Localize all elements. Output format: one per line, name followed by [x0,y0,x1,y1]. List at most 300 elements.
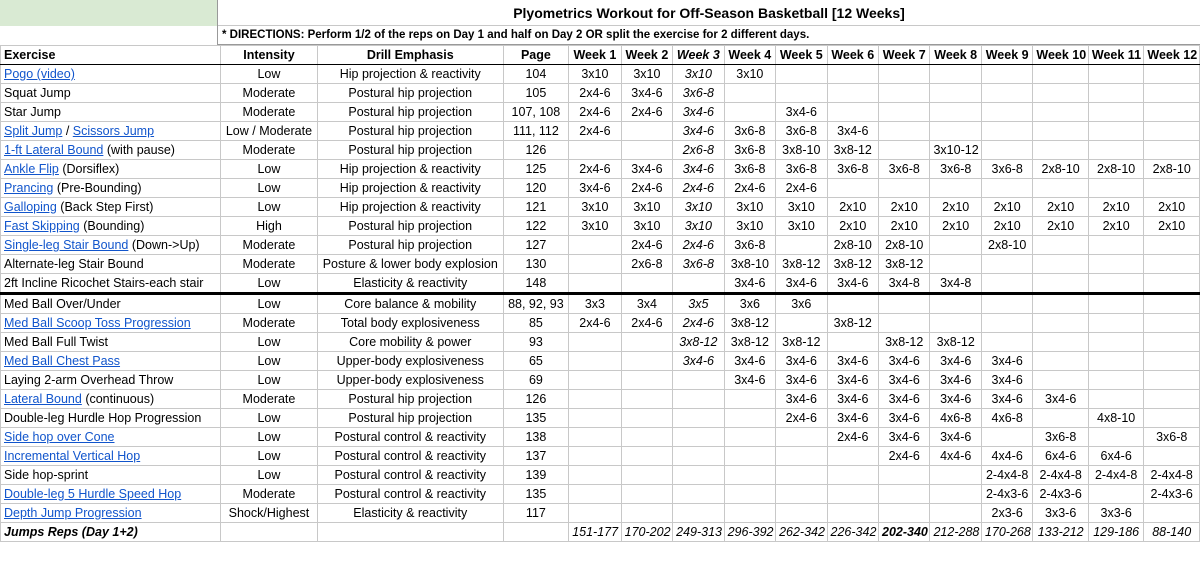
total-week-4-cell[interactable]: 296-392 [724,523,775,542]
week-6-cell[interactable]: 2x10 [827,198,878,217]
exercise-link[interactable]: Med Ball Scoop Toss Progression [4,316,191,330]
week-1-cell[interactable] [569,371,621,390]
week-7-cell[interactable] [879,314,930,333]
drill-emphasis-cell[interactable]: Elasticity & reactivity [317,274,503,294]
week-10-cell[interactable] [1033,274,1089,294]
column-header-exercise[interactable]: Exercise [1,46,221,65]
week-12-cell[interactable] [1144,255,1200,274]
week-2-cell[interactable] [621,485,672,504]
drill-emphasis-cell[interactable]: Postural control & reactivity [317,447,503,466]
week-11-cell[interactable]: 2x10 [1088,217,1144,236]
week-10-cell[interactable] [1033,122,1089,141]
week-10-cell[interactable]: 3x6-8 [1033,428,1089,447]
intensity-cell[interactable]: Low [221,409,318,428]
week-7-cell[interactable]: 3x4-6 [879,428,930,447]
week-5-cell[interactable]: 3x6-8 [776,122,827,141]
week-7-cell[interactable] [879,103,930,122]
week-9-cell[interactable]: 2-4x3-6 [981,485,1032,504]
week-5-cell[interactable]: 3x10 [776,217,827,236]
week-1-cell[interactable] [569,352,621,371]
intensity-cell[interactable]: Low [221,371,318,390]
week-5-cell[interactable]: 3x6-8 [776,160,827,179]
week-2-cell[interactable]: 3x4-6 [621,84,672,103]
week-12-cell[interactable] [1144,371,1200,390]
week-6-cell[interactable]: 2x10 [827,217,878,236]
week-5-cell[interactable] [776,65,827,84]
week-8-cell[interactable] [930,485,981,504]
week-12-cell[interactable] [1144,390,1200,409]
week-3-cell[interactable] [673,447,724,466]
week-5-cell[interactable] [776,485,827,504]
empty-cell[interactable] [317,523,503,542]
week-11-cell[interactable] [1088,352,1144,371]
intensity-cell[interactable]: Moderate [221,103,318,122]
drill-emphasis-cell[interactable]: Postural hip projection [317,141,503,160]
week-3-cell[interactable]: 2x4-6 [673,236,724,255]
week-8-cell[interactable]: 3x4-6 [930,352,981,371]
week-1-cell[interactable] [569,141,621,160]
page-cell[interactable]: 104 [503,65,569,84]
week-10-cell[interactable] [1033,65,1089,84]
week-2-cell[interactable] [621,352,672,371]
totals-label[interactable]: Jumps Reps (Day 1+2) [1,523,221,542]
exercise-link[interactable]: Split Jump [4,124,63,138]
week-5-cell[interactable]: 3x10 [776,198,827,217]
week-11-cell[interactable] [1088,236,1144,255]
page-cell[interactable]: 120 [503,179,569,198]
intensity-cell[interactable]: Low [221,428,318,447]
exercise-cell[interactable] [1,428,221,447]
week-12-cell[interactable]: 3x6-8 [1144,428,1200,447]
column-header-week-11[interactable]: Week 11 [1088,46,1144,65]
week-4-cell[interactable] [724,103,775,122]
drill-emphasis-cell[interactable]: Elasticity & reactivity [317,504,503,523]
total-week-8-cell[interactable]: 212-288 [930,523,981,542]
exercise-cell[interactable] [1,352,221,371]
week-11-cell[interactable]: 3x3-6 [1088,504,1144,523]
page-cell[interactable]: 127 [503,236,569,255]
week-10-cell[interactable]: 2x8-10 [1033,160,1089,179]
week-11-cell[interactable] [1088,428,1144,447]
week-8-cell[interactable] [930,294,981,314]
total-week-3-cell[interactable]: 249-313 [673,523,724,542]
week-2-cell[interactable] [621,333,672,352]
week-11-cell[interactable] [1088,294,1144,314]
week-4-cell[interactable]: 3x8-12 [724,333,775,352]
drill-emphasis-cell[interactable]: Posture & lower body explosion [317,255,503,274]
week-4-cell[interactable] [724,485,775,504]
week-4-cell[interactable] [724,428,775,447]
week-10-cell[interactable] [1033,371,1089,390]
exercise-link[interactable]: Ankle Flip [4,162,59,176]
week-12-cell[interactable] [1144,352,1200,371]
week-8-cell[interactable]: 3x10-12 [930,141,981,160]
week-2-cell[interactable] [621,122,672,141]
week-4-cell[interactable]: 3x6 [724,294,775,314]
exercise-cell[interactable] [1,217,221,236]
week-7-cell[interactable] [879,485,930,504]
week-12-cell[interactable] [1144,236,1200,255]
week-11-cell[interactable] [1088,390,1144,409]
page-cell[interactable]: 130 [503,255,569,274]
week-2-cell[interactable]: 3x4-6 [621,160,672,179]
exercise-cell[interactable] [1,198,221,217]
week-6-cell[interactable] [827,65,878,84]
intensity-cell[interactable]: Moderate [221,390,318,409]
week-11-cell[interactable] [1088,141,1144,160]
empty-cell[interactable] [503,523,569,542]
exercise-link[interactable]: Lateral Bound [4,392,82,406]
week-6-cell[interactable] [827,504,878,523]
week-7-cell[interactable] [879,84,930,103]
week-7-cell[interactable] [879,179,930,198]
week-4-cell[interactable] [724,447,775,466]
page-cell[interactable]: 139 [503,466,569,485]
week-4-cell[interactable]: 3x6-8 [724,141,775,160]
week-4-cell[interactable]: 3x6-8 [724,160,775,179]
week-7-cell[interactable] [879,122,930,141]
column-header-week-5[interactable]: Week 5 [776,46,827,65]
week-7-cell[interactable]: 3x8-12 [879,333,930,352]
week-2-cell[interactable] [621,274,672,294]
week-6-cell[interactable]: 3x8-12 [827,255,878,274]
week-6-cell[interactable]: 2x8-10 [827,236,878,255]
page-cell[interactable]: 88, 92, 93 [503,294,569,314]
week-5-cell[interactable]: 3x8-12 [776,333,827,352]
week-9-cell[interactable]: 3x6-8 [981,160,1032,179]
week-5-cell[interactable]: 2x4-6 [776,179,827,198]
week-11-cell[interactable] [1088,103,1144,122]
drill-emphasis-cell[interactable]: Total body explosiveness [317,314,503,333]
week-9-cell[interactable]: 4x4-6 [981,447,1032,466]
week-1-cell[interactable] [569,409,621,428]
intensity-cell[interactable]: Moderate [221,141,318,160]
week-9-cell[interactable]: 2x8-10 [981,236,1032,255]
week-5-cell[interactable] [776,428,827,447]
week-1-cell[interactable]: 2x4-6 [569,122,621,141]
week-9-cell[interactable]: 3x4-6 [981,352,1032,371]
page-cell[interactable]: 111, 112 [503,122,569,141]
week-1-cell[interactable] [569,504,621,523]
week-9-cell[interactable]: 2x3-6 [981,504,1032,523]
exercise-link[interactable]: Galloping [4,200,57,214]
week-4-cell[interactable] [724,466,775,485]
page-cell[interactable]: 138 [503,428,569,447]
week-1-cell[interactable]: 2x4-6 [569,160,621,179]
week-10-cell[interactable] [1033,84,1089,103]
week-9-cell[interactable]: 2x10 [981,198,1032,217]
week-3-cell[interactable]: 3x4-6 [673,160,724,179]
week-10-cell[interactable]: 2-4x3-6 [1033,485,1089,504]
week-3-cell[interactable]: 3x4-6 [673,352,724,371]
week-12-cell[interactable] [1144,447,1200,466]
total-week-6-cell[interactable]: 226-342 [827,523,878,542]
exercise-cell[interactable] [1,466,221,485]
week-6-cell[interactable] [827,84,878,103]
drill-emphasis-cell[interactable]: Postural control & reactivity [317,485,503,504]
week-2-cell[interactable]: 2x4-6 [621,103,672,122]
week-11-cell[interactable] [1088,84,1144,103]
week-5-cell[interactable] [776,447,827,466]
week-1-cell[interactable] [569,236,621,255]
week-8-cell[interactable] [930,84,981,103]
exercise-cell[interactable] [1,333,221,352]
week-10-cell[interactable] [1033,314,1089,333]
week-5-cell[interactable]: 3x4-6 [776,274,827,294]
week-2-cell[interactable] [621,390,672,409]
week-10-cell[interactable]: 2x10 [1033,217,1089,236]
week-4-cell[interactable]: 3x8-12 [724,314,775,333]
week-3-cell[interactable] [673,466,724,485]
page-cell[interactable]: 125 [503,160,569,179]
week-6-cell[interactable] [827,179,878,198]
week-4-cell[interactable]: 3x6-8 [724,122,775,141]
week-5-cell[interactable]: 3x4-6 [776,103,827,122]
week-10-cell[interactable] [1033,103,1089,122]
week-12-cell[interactable]: 2-4x4-8 [1144,466,1200,485]
week-3-cell[interactable] [673,485,724,504]
week-4-cell[interactable] [724,504,775,523]
week-12-cell[interactable] [1144,141,1200,160]
week-8-cell[interactable]: 3x4-6 [930,428,981,447]
intensity-cell[interactable]: Low [221,274,318,294]
week-1-cell[interactable]: 2x4-6 [569,103,621,122]
week-8-cell[interactable]: 2x10 [930,198,981,217]
exercise-cell[interactable] [1,84,221,103]
exercise-cell[interactable] [1,141,221,160]
week-12-cell[interactable] [1144,65,1200,84]
week-6-cell[interactable]: 3x4-6 [827,274,878,294]
column-header-week-9[interactable]: Week 9 [981,46,1032,65]
drill-emphasis-cell[interactable]: Postural hip projection [317,122,503,141]
drill-emphasis-cell[interactable]: Postural hip projection [317,236,503,255]
exercise-cell[interactable] [1,409,221,428]
week-1-cell[interactable]: 3x10 [569,198,621,217]
page-cell[interactable]: 148 [503,274,569,294]
exercise-cell[interactable] [1,65,221,84]
total-week-11-cell[interactable]: 129-186 [1088,523,1144,542]
week-8-cell[interactable] [930,179,981,198]
week-11-cell[interactable] [1088,371,1144,390]
week-6-cell[interactable] [827,294,878,314]
intensity-cell[interactable]: Moderate [221,314,318,333]
week-1-cell[interactable] [569,447,621,466]
drill-emphasis-cell[interactable]: Postural hip projection [317,103,503,122]
week-5-cell[interactable] [776,314,827,333]
week-8-cell[interactable]: 2x10 [930,217,981,236]
week-12-cell[interactable] [1144,122,1200,141]
week-5-cell[interactable]: 3x6 [776,294,827,314]
week-10-cell[interactable] [1033,294,1089,314]
drill-emphasis-cell[interactable]: Upper-body explosiveness [317,371,503,390]
week-1-cell[interactable] [569,428,621,447]
week-3-cell[interactable]: 3x6-8 [673,84,724,103]
week-11-cell[interactable] [1088,274,1144,294]
week-2-cell[interactable]: 2x4-6 [621,179,672,198]
week-7-cell[interactable]: 3x6-8 [879,160,930,179]
week-1-cell[interactable] [569,255,621,274]
week-3-cell[interactable] [673,428,724,447]
week-11-cell[interactable]: 2-4x4-8 [1088,466,1144,485]
week-2-cell[interactable]: 2x6-8 [621,255,672,274]
directions-text[interactable]: * DIRECTIONS: Perform 1/2 of the reps on Day 1 and half on Day 2 OR split the exercise for 2 different days. [218,26,1200,45]
week-6-cell[interactable] [827,485,878,504]
week-4-cell[interactable] [724,409,775,428]
week-8-cell[interactable]: 3x4-6 [930,390,981,409]
exercise-cell[interactable] [1,255,221,274]
week-6-cell[interactable] [827,466,878,485]
total-week-2-cell[interactable]: 170-202 [621,523,672,542]
week-3-cell[interactable] [673,504,724,523]
week-1-cell[interactable] [569,333,621,352]
sheet-title[interactable]: Plyometrics Workout for Off-Season Basketball [12 Weeks] [218,0,1200,26]
intensity-cell[interactable]: High [221,217,318,236]
week-11-cell[interactable] [1088,65,1144,84]
week-8-cell[interactable] [930,103,981,122]
exercise-link[interactable]: Fast Skipping [4,219,80,233]
intensity-cell[interactable]: Low [221,447,318,466]
drill-emphasis-cell[interactable]: Upper-body explosiveness [317,352,503,371]
page-cell[interactable]: 122 [503,217,569,236]
week-5-cell[interactable]: 3x4-6 [776,352,827,371]
week-9-cell[interactable] [981,141,1032,160]
week-2-cell[interactable] [621,466,672,485]
drill-emphasis-cell[interactable]: Hip projection & reactivity [317,198,503,217]
exercise-cell[interactable] [1,122,221,141]
week-9-cell[interactable] [981,333,1032,352]
week-3-cell[interactable]: 2x4-6 [673,314,724,333]
intensity-cell[interactable]: Low [221,333,318,352]
exercise-cell[interactable] [1,160,221,179]
week-8-cell[interactable] [930,466,981,485]
week-7-cell[interactable]: 3x4-6 [879,390,930,409]
drill-emphasis-cell[interactable]: Hip projection & reactivity [317,65,503,84]
week-4-cell[interactable] [724,390,775,409]
page-cell[interactable]: 135 [503,409,569,428]
exercise-cell[interactable] [1,314,221,333]
week-8-cell[interactable] [930,255,981,274]
column-header-week-3[interactable]: Week 3 [673,46,724,65]
week-8-cell[interactable] [930,314,981,333]
week-10-cell[interactable]: 3x4-6 [1033,390,1089,409]
total-week-12-cell[interactable]: 88-140 [1144,523,1200,542]
week-5-cell[interactable]: 3x8-12 [776,255,827,274]
week-3-cell[interactable] [673,274,724,294]
week-2-cell[interactable] [621,371,672,390]
week-4-cell[interactable]: 2x4-6 [724,179,775,198]
week-7-cell[interactable] [879,466,930,485]
week-12-cell[interactable]: 2x10 [1144,198,1200,217]
week-5-cell[interactable] [776,84,827,103]
week-11-cell[interactable]: 6x4-6 [1088,447,1144,466]
column-header-week-6[interactable]: Week 6 [827,46,878,65]
week-1-cell[interactable] [569,466,621,485]
week-3-cell[interactable]: 3x8-12 [673,333,724,352]
week-11-cell[interactable] [1088,255,1144,274]
total-week-9-cell[interactable]: 170-268 [981,523,1032,542]
intensity-cell[interactable]: Shock/Highest [221,504,318,523]
total-week-1-cell[interactable]: 151-177 [569,523,621,542]
exercise-link[interactable]: Med Ball Chest Pass [4,354,121,368]
week-10-cell[interactable] [1033,352,1089,371]
intensity-cell[interactable]: Low [221,160,318,179]
week-3-cell[interactable]: 3x10 [673,198,724,217]
page-cell[interactable]: 85 [503,314,569,333]
week-11-cell[interactable] [1088,122,1144,141]
week-9-cell[interactable] [981,179,1032,198]
week-12-cell[interactable]: 2-4x3-6 [1144,485,1200,504]
week-12-cell[interactable] [1144,179,1200,198]
week-7-cell[interactable]: 3x4-6 [879,352,930,371]
week-4-cell[interactable]: 3x4-6 [724,274,775,294]
week-1-cell[interactable]: 2x4-6 [569,84,621,103]
drill-emphasis-cell[interactable]: Postural hip projection [317,217,503,236]
drill-emphasis-cell[interactable]: Core balance & mobility [317,294,503,314]
week-7-cell[interactable]: 3x4-6 [879,371,930,390]
week-6-cell[interactable]: 3x4-6 [827,352,878,371]
week-1-cell[interactable] [569,485,621,504]
intensity-cell[interactable]: Low [221,466,318,485]
week-5-cell[interactable]: 3x8-10 [776,141,827,160]
drill-emphasis-cell[interactable]: Hip projection & reactivity [317,160,503,179]
week-1-cell[interactable]: 3x3 [569,294,621,314]
drill-emphasis-cell[interactable]: Postural hip projection [317,409,503,428]
week-4-cell[interactable]: 3x4-6 [724,371,775,390]
week-2-cell[interactable]: 2x4-6 [621,314,672,333]
week-12-cell[interactable] [1144,103,1200,122]
page-cell[interactable]: 117 [503,504,569,523]
week-5-cell[interactable]: 2x4-6 [776,409,827,428]
week-10-cell[interactable]: 2x10 [1033,198,1089,217]
exercise-cell[interactable] [1,504,221,523]
week-9-cell[interactable]: 3x4-6 [981,390,1032,409]
week-11-cell[interactable] [1088,485,1144,504]
exercise-link[interactable]: Single-leg Stair Bound [4,238,129,252]
week-6-cell[interactable]: 3x6-8 [827,160,878,179]
exercise-cell[interactable] [1,103,221,122]
intensity-cell[interactable]: Low [221,352,318,371]
page-cell[interactable]: 121 [503,198,569,217]
week-6-cell[interactable] [827,103,878,122]
week-10-cell[interactable]: 2-4x4-8 [1033,466,1089,485]
week-2-cell[interactable]: 3x10 [621,65,672,84]
week-9-cell[interactable] [981,274,1032,294]
exercise-cell[interactable] [1,179,221,198]
week-9-cell[interactable]: 2-4x4-8 [981,466,1032,485]
week-2-cell[interactable]: 3x4 [621,294,672,314]
week-12-cell[interactable] [1144,294,1200,314]
week-8-cell[interactable]: 4x6-8 [930,409,981,428]
week-1-cell[interactable]: 3x10 [569,217,621,236]
column-header-week-4[interactable]: Week 4 [724,46,775,65]
page-cell[interactable]: 93 [503,333,569,352]
week-4-cell[interactable]: 3x4-6 [724,352,775,371]
week-1-cell[interactable] [569,274,621,294]
week-9-cell[interactable]: 3x4-6 [981,371,1032,390]
week-8-cell[interactable]: 3x6-8 [930,160,981,179]
week-6-cell[interactable]: 3x4-6 [827,409,878,428]
intensity-cell[interactable]: Moderate [221,236,318,255]
week-4-cell[interactable] [724,84,775,103]
total-week-7-cell[interactable]: 202-340 [879,523,930,542]
exercise-link[interactable]: 1-ft Lateral Bound [4,143,104,157]
week-7-cell[interactable] [879,504,930,523]
week-3-cell[interactable] [673,390,724,409]
exercise-cell[interactable] [1,485,221,504]
column-header-week-1[interactable]: Week 1 [569,46,621,65]
page-cell[interactable]: 107, 108 [503,103,569,122]
drill-emphasis-cell[interactable]: Postural control & reactivity [317,428,503,447]
